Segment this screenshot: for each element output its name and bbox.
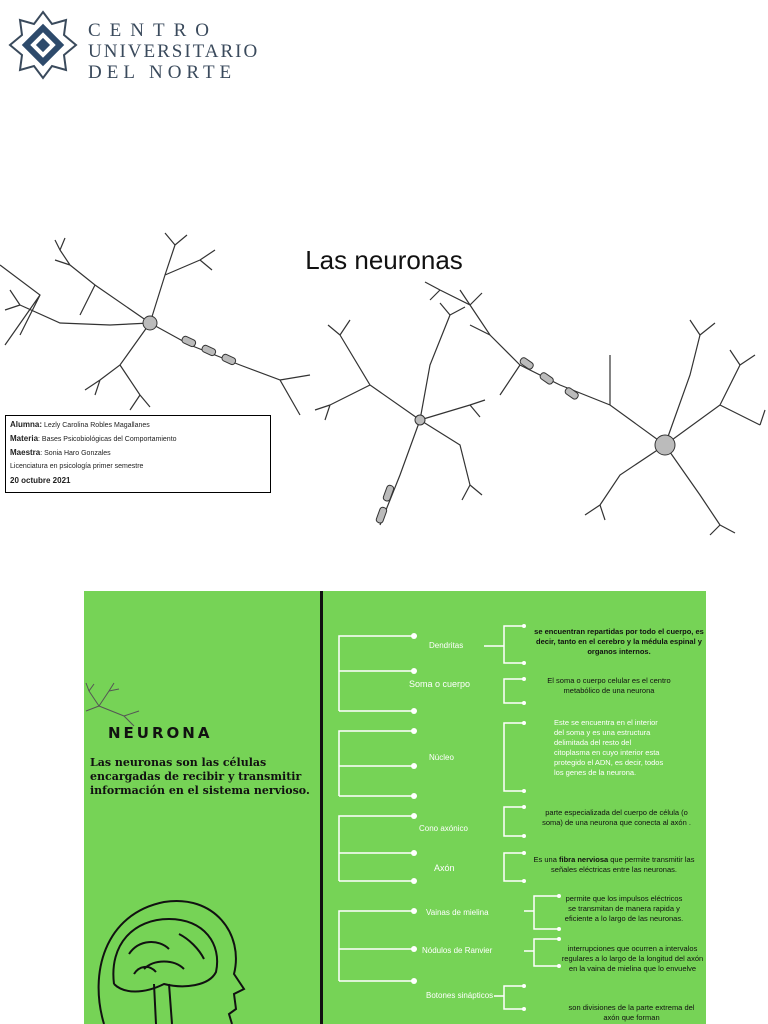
brain-head-illustration — [84, 894, 254, 1024]
logo-line-3: DEL NORTE — [88, 62, 237, 83]
carrera-row: Licenciatura en psicología primer semestre — [10, 463, 144, 470]
alumna-row — [10, 418, 266, 432]
university-logo — [8, 10, 260, 83]
label-botones: Botones sinápticos — [426, 991, 494, 1000]
label-axon: Axón — [434, 863, 455, 873]
logo-text — [88, 20, 259, 83]
desc-axon-post: que permite transmitir las señales eléctricas entre las neuronas. — [551, 855, 695, 874]
title-slide — [0, 205, 768, 545]
label-nucleo: Núcleo — [429, 753, 454, 762]
maestra-label: Maestra — [10, 448, 41, 457]
logo-line-1: CENTRO — [88, 20, 218, 41]
slide-title: Las neuronas — [305, 245, 463, 275]
neuron-diagram-slide — [84, 591, 706, 1024]
maestra-row — [10, 446, 266, 460]
desc-axon-pre: Es una — [533, 855, 559, 864]
label-dendritas: Dendritas — [429, 641, 464, 650]
materia-row — [10, 432, 266, 446]
desc-axon-bold: fibra nerviosa — [558, 855, 609, 864]
student-info-box — [5, 415, 271, 493]
desc-nucleo: Este se encuentra en el interior del soma y es una estructura delimitada del resto del citoplasma en cuyo interior esta protegido el ADN, es decir, todos los genes de la neurona. — [554, 718, 664, 777]
label-nodulos: Nódulos de Ranvier — [422, 946, 493, 955]
desc-axon — [529, 855, 699, 875]
label-soma: Soma o cuerpo — [409, 679, 471, 689]
neurona-intro: Las neuronas son las células encargadas de recibir y transmitir información en el sistema nervioso. — [90, 756, 310, 797]
materia-label: Materia — [10, 434, 39, 443]
alumna-label: Alumna: — [10, 420, 42, 429]
desc-cono-axonico: parte especializada del cuerpo de célula (o soma) de una neurona que conecta al axón . — [542, 808, 691, 827]
desc-vainas: permite que los impulsos eléctricos se transmitan de manera rapida y eficiente a lo largo de las neuronas. — [564, 894, 684, 923]
label-cono-axonico: Cono axónico — [419, 824, 468, 833]
logo-emblem-icon — [8, 10, 78, 80]
label-vainas: Vainas de mielina — [426, 908, 489, 917]
fecha-row — [10, 474, 266, 488]
desc-soma: El soma o cuerpo celular es el centro metabólico de una neurona — [547, 676, 671, 695]
logo-line-2: UNIVERSITARIO — [88, 41, 260, 62]
alumna-value: Lezly Carolina Robles Magallanes — [43, 422, 150, 429]
maestra-value: : Sonia Haro Gonzales — [40, 450, 111, 457]
desc-nodulos: interrupciones que ocurren a intervalos regulares a lo largo de la longitud del axón en la vaina de mielina que lo envuelve — [561, 944, 704, 973]
fecha-value: 20 octubre 2021 — [10, 476, 71, 485]
desc-botones: son divisiones de la parte extrema del axón que forman — [568, 1003, 695, 1022]
neurona-title: NEURONA — [108, 724, 213, 742]
desc-dendritas: se encuentran repartidas por todo el cuerpo, es decir, tanto en el cerebro y la médula espinal y organos internos. — [534, 627, 704, 656]
materia-value: : Bases Psicobiológicas del Comportamiento — [38, 436, 177, 443]
